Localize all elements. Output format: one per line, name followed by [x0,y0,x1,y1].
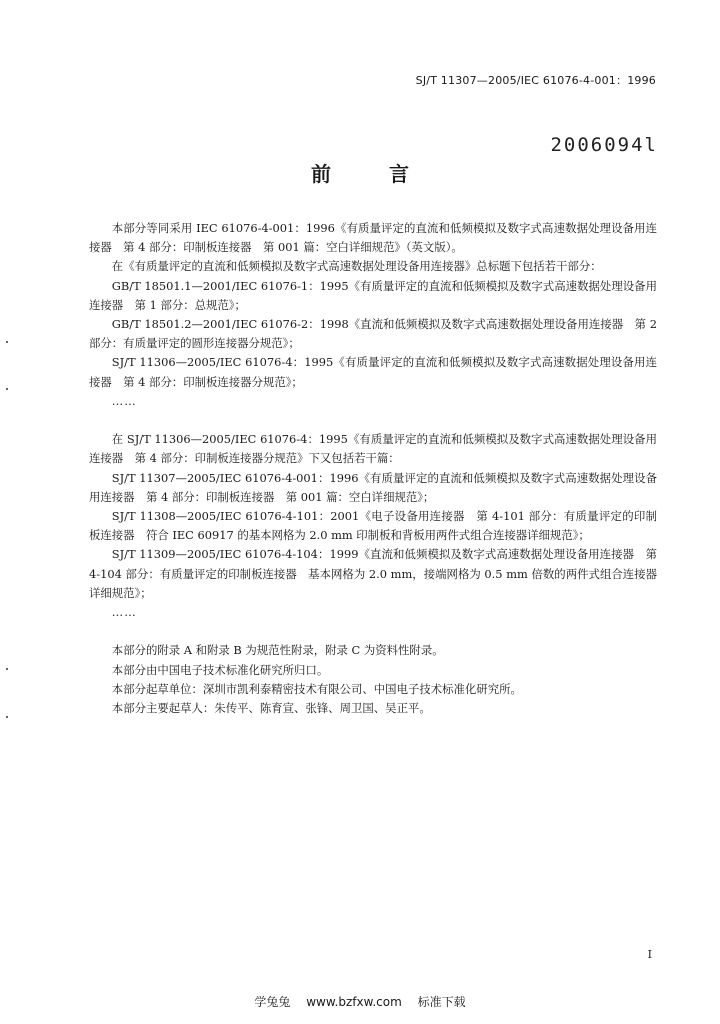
paragraph-section-001: SJ/T 11307—2005/IEC 61076-4-001：1996《有质量评定的直流和低频模拟及数字式高速数据处理设备用连接器 第 4 部分：印制板连接器 第 001 篇：空白详细规范》； [89,470,657,504]
scan-speck [6,341,8,343]
paragraph-section-104: SJ/T 11309—2005/IEC 61076-4-104：1999《直流和低频模拟及数字式高速数据处理设备用连接器 第 4-104 部分：有质量评定的印制板连接器 基本网格为 2.0 mm，接端网格为 0.5 mm 倍数的两件式组合连接器详细规范》； [89,547,657,600]
standard-number-header: SJ/T 11307—2005/IEC 61076-4-001：1996 [415,74,656,87]
ellipsis-2: …… [111,605,137,620]
paragraph-adoption: 本部分等同采用 IEC 61076-4-001：1996《有质量评定的直流和低频模拟及数字式高速数据处理设备用连接器 第 4 部分：印制板连接器 第 001 篇：空白详细规范》（英文版）。 [89,221,657,255]
paragraph-drafters: 本部分主要起草人：朱传平、陈育宣、张锋、周卫国、吴正平。 [111,701,431,716]
paragraph-part-4: SJ/T 11306—2005/IEC 61076-4：1995《有质量评定的直流和低频模拟及数字式高速数据处理设备用连接器 第 4 部分：印制板连接器分规范》； [89,355,657,389]
scan-speck [6,668,8,670]
footer-watermark [0,993,720,1010]
footer-url[interactable]: www.bzfxw.com [306,995,402,1009]
paragraph-part-1: GB/T 18501.1—2001/IEC 61076-1：1995《有质量评定的直流和低频模拟及数字式高速数据处理设备用连接器 第 1 部分：总规范》； [89,278,657,312]
paragraph-annexes: 本部分的附录 A 和附录 B 为规范性附录，附录 C 为资料性附录。 [111,643,444,658]
paragraph-sections-intro: 在 SJ/T 11306—2005/IEC 61076-4：1995《有质量评定的直流和低频模拟及数字式高速数据处理设备用连接器 第 4 部分：印制板连接器分规范》下又包括若干篇： [89,432,657,466]
handwritten-stamp-number: 2006094l [550,134,658,156]
ellipsis-1: …… [111,393,137,408]
paragraph-series-intro: 在《有质量评定的直流和低频模拟及数字式高速数据处理设备用连接器》总标题下包括若干部分： [111,259,602,274]
foreword-body [89,219,657,718]
footer-site-name: 学兔兔 [254,995,291,1009]
paragraph-part-2: GB/T 18501.2—2001/IEC 61076-2：1998《直流和低频模拟及数字式高速数据处理设备用连接器 第 2 部分：有质量评定的圆形连接器分规范》； [89,317,657,351]
page-number: I [647,948,652,961]
paragraph-responsible-org: 本部分由中国电子技术标准化研究所归口。 [111,662,329,677]
page-title: 前言 [311,162,467,186]
paragraph-drafting-units: 本部分起草单位：深圳市凯利泰精密技术有限公司、中国电子技术标准化研究所。 [111,681,522,696]
footer-slogan: 标准下载 [417,995,466,1009]
paragraph-section-101: SJ/T 11308—2005/IEC 61076-4-101：2001《电子设备用连接器 第 4-101 部分：有质量评定的印制板连接器 符合 IEC 60917 的基本网格为 2.0 mm 印制板和背板用两件式组合连接器详细规范》； [89,509,657,543]
scan-speck [6,388,8,390]
scan-speck [6,716,8,718]
